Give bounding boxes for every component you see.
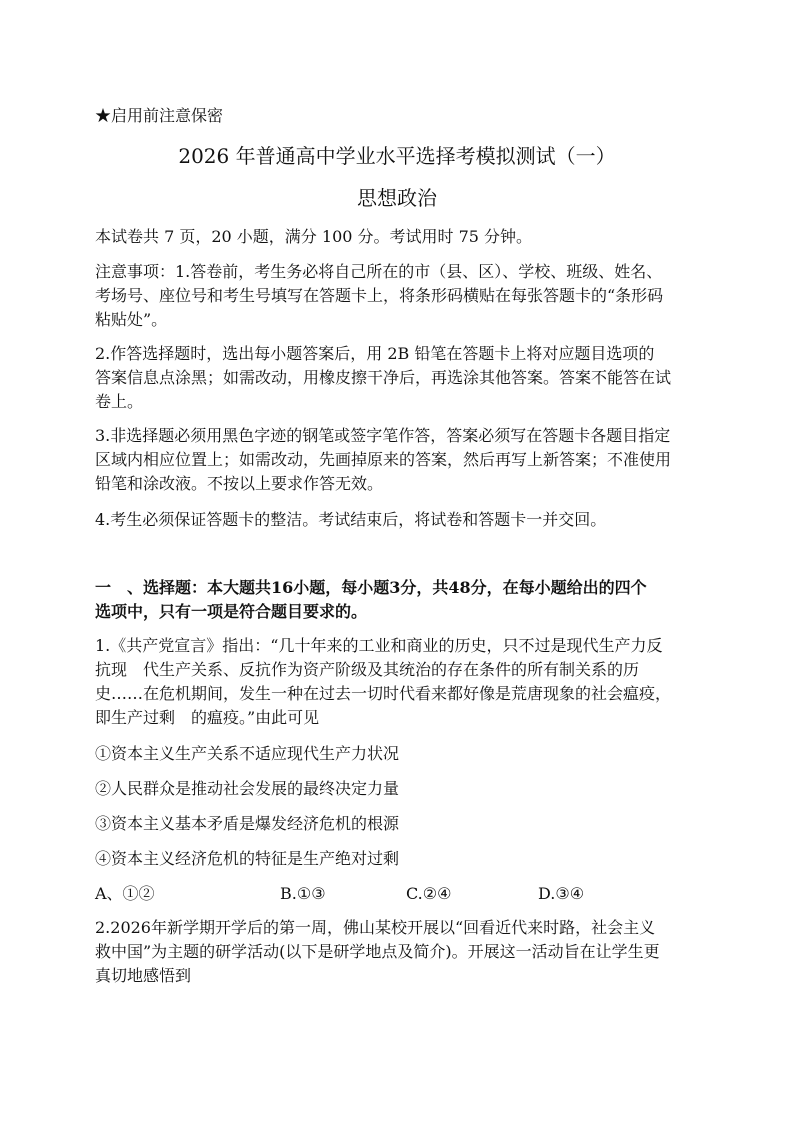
instruction-line: 铅笔和涂改液。不按以上要求作答无效。 [95,474,384,493]
statement-1: ①资本主义生产关系不适应现代生产力状况 [95,744,400,763]
section-heading-line: 选项中，只有一项是符合题目要求的。 [95,602,368,621]
instruction-line: 粘贴处”。 [95,310,168,329]
question-stem-line: 真切地感悟到 [95,966,192,985]
instruction-line: 区域内相应位置上；如需改动，先画掉原来的答案，然后再写上新答案；不准使用 [95,450,672,469]
exam-summary: 本试卷共 7 页，20 小题，满分 100 分。考试用时 75 分钟。 [95,227,533,246]
question-stem-line: 史……在危机期间，发生一种在过去一切时代看来都好像是荒唐现象的社会瘟疫， [95,684,672,703]
instruction-line: 卷上。 [95,392,144,411]
instruction-line: 3.非选择题必须用黑色字迹的钢笔或签字笔作答，答案必须写在答题卡各题目指定 [95,426,671,445]
question-stem-line: 即生产过剩 的瘟疫。”由此可见 [95,708,320,727]
subject-title: 思想政治 [357,186,437,210]
exam-title: 2026 年普通高中学业水平选择考模拟测试（一） [178,144,616,168]
question-stem-line: 救中国”为主题的研学活动(以下是研学地点及简介)。开展这一活动旨在让学生更 [95,942,660,961]
option-d: D.③④ [538,884,585,903]
question-stem-line: 抗现 代生产关系、反抗作为资产阶级及其统治的存在条件的所有制关系的历 [95,660,640,679]
option-b: B.①③ [280,884,326,903]
statement-2: ②人民群众是推动社会发展的最终决定力量 [95,779,400,798]
confidential-mark: ★启用前注意保密 [95,106,224,125]
instruction-line: 4.考生必须保证答题卡的整洁。考试结束后，将试卷和答题卡一并交回。 [95,510,607,529]
statement-3: ③资本主义基本矛盾是爆发经济危机的根源 [95,814,400,833]
section-heading-line: 一 、选择题：本大题共16小题，每小题3分，共48分，在每小题给出的四个 [95,578,647,597]
instruction-line: 2.作答选择题时，选出每小题答案后，用 2B 铅笔在答题卡上将对应题目选项的 [95,344,655,363]
instruction-line: 注意事项：1.答卷前，考生务必将自己所在的市（县、区）、学校、班级、姓名、 [95,262,663,281]
question-stem-line: 1.《共产党宣言》指出：“几十年来的工业和商业的历史，只不过是现代生产力反 [95,636,663,655]
question-stem-line: 2.2026年新学期开学后的第一周，佛山某校开展以“回看近代来时路，社会主义 [95,918,656,937]
statement-4: ④资本主义经济危机的特征是生产绝对过剩 [95,849,400,868]
instruction-line: 答案信息点涂黑；如需改动，用橡皮擦干净后，再选涂其他答案。答案不能答在试 [95,368,672,387]
instruction-line: 考场号、座位号和考生号填写在答题卡上，将条形码横贴在每张答题卡的“条形码 [95,286,664,305]
option-c: C.②④ [406,884,452,903]
option-a: A、①② [95,884,155,903]
